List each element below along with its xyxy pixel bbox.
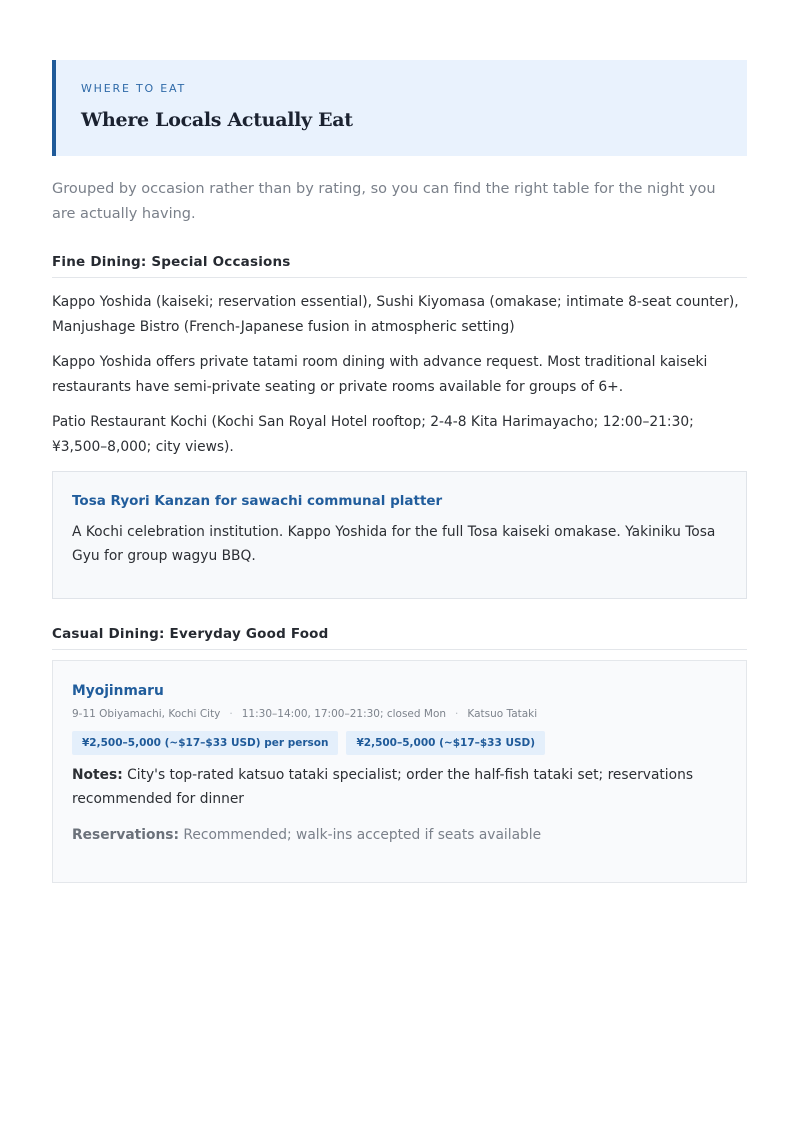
notes-label: Notes: <box>72 767 123 783</box>
section-banner <box>52 60 747 156</box>
price-chip: ¥2,500–5,000 (~$17–$33 USD) <box>346 731 545 755</box>
separator-dot: · <box>229 708 233 720</box>
notes-text: City's top-rated katsuo tataki specialist; order the half-fish tataki set; reservations recommended for dinner <box>72 767 694 807</box>
page-title: Where Locals Actually Eat <box>81 109 353 131</box>
fine-dining-heading: Fine Dining: Special Occasions <box>52 254 747 278</box>
tip-callout <box>52 471 747 599</box>
fine-dining-paragraph: Kappo Yoshida offers private tatami room dining with advance request. Most traditional kaiseki restaurants have semi-private seating or private rooms available for groups of 6+. <box>52 354 708 395</box>
reservations-text: Recommended; walk-ins accepted if seats available <box>183 827 542 843</box>
price-chips <box>72 731 727 755</box>
separator-dot: · <box>455 708 459 720</box>
restaurant-hours: 11:30–14:00, 17:00–21:30; closed Mon <box>241 708 447 720</box>
restaurant-address: 9-11 Obiyamachi, Kochi City <box>72 708 221 720</box>
fine-dining-paragraph: Kappo Yoshida (kaiseki; reservation essential), Sushi Kiyomasa (omakase; intimate 8-seat counter), Manjushage Bistro (French-Japanese fusion in atmospheric setting) <box>52 294 739 335</box>
restaurant-cuisine: Katsuo Tataki <box>467 708 538 720</box>
restaurant-notes <box>72 763 727 811</box>
restaurant-meta <box>72 706 727 722</box>
callout-text: A Kochi celebration institution. Kappo Yoshida for the full Tosa kaiseki omakase. Yakiniku Tosa Gyu for group wagyu BBQ. <box>72 524 716 564</box>
section-eyebrow: WHERE TO EAT <box>81 82 187 95</box>
callout-title: Tosa Ryori Kanzan for sawachi communal platter <box>72 493 443 509</box>
intro-text: Grouped by occasion rather than by rating, so you can find the right table for the night you are actually having. <box>52 181 716 222</box>
reservations-label: Reservations: <box>72 827 180 843</box>
fine-dining-paragraph: Patio Restaurant Kochi (Kochi San Royal Hotel rooftop; 2-4-8 Kita Harimayacho; 12:00–21:30; ¥3,500–8,000; city views). <box>52 414 694 455</box>
restaurant-name: Myojinmaru <box>72 683 164 699</box>
restaurant-card <box>52 660 747 883</box>
casual-dining-heading: Casual Dining: Everyday Good Food <box>52 626 747 650</box>
price-chip: ¥2,500–5,000 (~$17–$33 USD) per person <box>72 731 338 755</box>
restaurant-reservations <box>72 824 727 846</box>
